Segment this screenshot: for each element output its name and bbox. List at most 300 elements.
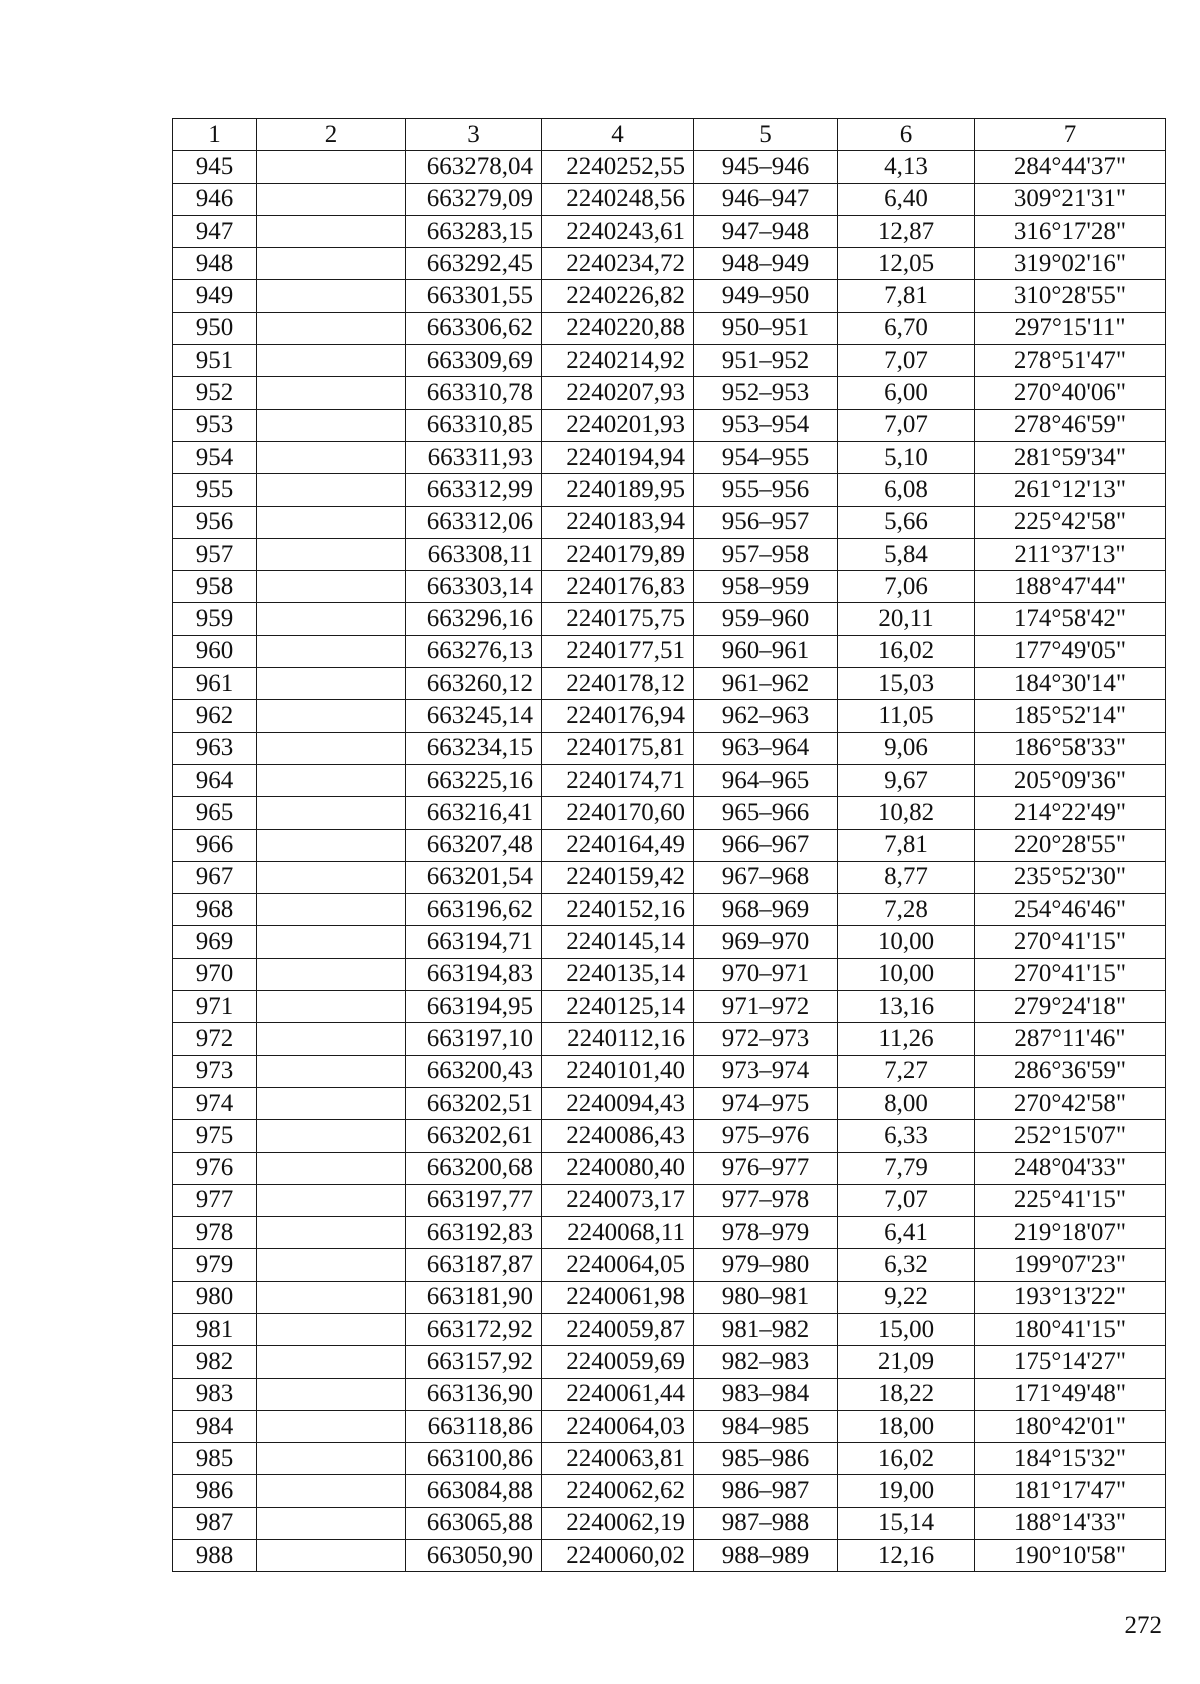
cell-column-2 [257,1184,406,1216]
cell-bearing: 225°42'58" [975,506,1166,538]
cell-length: 5,66 [838,506,975,538]
table-row [173,1313,1166,1345]
cell-x-coordinate: 663172,92 [406,1313,542,1345]
table-row [173,538,1166,570]
table-row [173,1152,1166,1184]
cell-column-2 [257,732,406,764]
cell-length: 15,03 [838,668,975,700]
cell-segment: 988–989 [694,1540,838,1572]
cell-y-coordinate: 2240062,19 [542,1507,694,1539]
cell-y-coordinate: 2240220,88 [542,312,694,344]
cell-bearing: 270°40'06" [975,377,1166,409]
cell-point-number: 957 [173,538,257,570]
cell-column-2 [257,345,406,377]
cell-y-coordinate: 2240207,93 [542,377,694,409]
cell-x-coordinate: 663312,06 [406,506,542,538]
cell-bearing: 310°28'55" [975,280,1166,312]
cell-column-2 [257,1346,406,1378]
cell-segment: 951–952 [694,345,838,377]
cell-point-number: 949 [173,280,257,312]
cell-y-coordinate: 2240101,40 [542,1055,694,1087]
cell-segment: 983–984 [694,1378,838,1410]
cell-bearing: 319°02'16" [975,248,1166,280]
cell-y-coordinate: 2240164,49 [542,829,694,861]
cell-bearing: 270°41'15" [975,926,1166,958]
cell-x-coordinate: 663118,86 [406,1410,542,1442]
table-body [173,151,1166,1572]
table-row [173,345,1166,377]
cell-segment: 982–983 [694,1346,838,1378]
table-row [173,1023,1166,1055]
cell-column-2 [257,991,406,1023]
cell-y-coordinate: 2240062,62 [542,1475,694,1507]
cell-x-coordinate: 663292,45 [406,248,542,280]
cell-x-coordinate: 663181,90 [406,1281,542,1313]
cell-x-coordinate: 663065,88 [406,1507,542,1539]
cell-bearing: 220°28'55" [975,829,1166,861]
cell-segment: 979–980 [694,1249,838,1281]
cell-bearing: 211°37'13" [975,538,1166,570]
cell-x-coordinate: 663311,93 [406,441,542,473]
table-row [173,1184,1166,1216]
cell-point-number: 964 [173,764,257,796]
table-row [173,894,1166,926]
table-row [173,1410,1166,1442]
cell-x-coordinate: 663196,62 [406,894,542,926]
cell-point-number: 982 [173,1346,257,1378]
cell-point-number: 978 [173,1217,257,1249]
cell-point-number: 988 [173,1540,257,1572]
cell-x-coordinate: 663260,12 [406,668,542,700]
cell-x-coordinate: 663310,78 [406,377,542,409]
cell-y-coordinate: 2240175,75 [542,603,694,635]
cell-y-coordinate: 2240170,60 [542,797,694,829]
cell-segment: 949–950 [694,280,838,312]
cell-column-2 [257,151,406,183]
cell-column-2 [257,1087,406,1119]
cell-x-coordinate: 663245,14 [406,700,542,732]
cell-segment: 968–969 [694,894,838,926]
cell-x-coordinate: 663050,90 [406,1540,542,1572]
cell-point-number: 968 [173,894,257,926]
table-row [173,312,1166,344]
cell-y-coordinate: 2240061,44 [542,1378,694,1410]
cell-column-2 [257,1281,406,1313]
table-row [173,829,1166,861]
cell-segment: 946–947 [694,183,838,215]
cell-length: 7,06 [838,571,975,603]
cell-column-2 [257,1410,406,1442]
cell-x-coordinate: 663309,69 [406,345,542,377]
table-row [173,668,1166,700]
cell-y-coordinate: 2240068,11 [542,1217,694,1249]
cell-column-2 [257,377,406,409]
column-header-1: 1 [173,119,257,151]
cell-segment: 956–957 [694,506,838,538]
cell-bearing: 181°17'47" [975,1475,1166,1507]
table-row [173,1217,1166,1249]
cell-length: 12,05 [838,248,975,280]
cell-segment: 962–963 [694,700,838,732]
table-row [173,1346,1166,1378]
cell-bearing: 188°14'33" [975,1507,1166,1539]
table-row [173,1281,1166,1313]
cell-y-coordinate: 2240112,16 [542,1023,694,1055]
cell-x-coordinate: 663194,83 [406,958,542,990]
cell-column-2 [257,635,406,667]
cell-length: 18,22 [838,1378,975,1410]
cell-segment: 960–961 [694,635,838,667]
cell-bearing: 193°13'22" [975,1281,1166,1313]
cell-column-2 [257,958,406,990]
cell-point-number: 977 [173,1184,257,1216]
cell-segment: 984–985 [694,1410,838,1442]
table-row [173,571,1166,603]
cell-x-coordinate: 663136,90 [406,1378,542,1410]
table-row [173,1443,1166,1475]
cell-y-coordinate: 2240234,72 [542,248,694,280]
table-row [173,926,1166,958]
cell-column-2 [257,183,406,215]
cell-length: 6,41 [838,1217,975,1249]
cell-bearing: 175°14'27" [975,1346,1166,1378]
cell-column-2 [257,1443,406,1475]
cell-column-2 [257,1540,406,1572]
cell-length: 7,81 [838,280,975,312]
cell-column-2 [257,474,406,506]
cell-x-coordinate: 663197,77 [406,1184,542,1216]
cell-y-coordinate: 2240064,03 [542,1410,694,1442]
table-row [173,377,1166,409]
cell-length: 15,00 [838,1313,975,1345]
cell-column-2 [257,1249,406,1281]
table-row [173,991,1166,1023]
cell-y-coordinate: 2240174,71 [542,764,694,796]
cell-length: 9,67 [838,764,975,796]
table-row [173,958,1166,990]
cell-length: 16,02 [838,1443,975,1475]
cell-bearing: 270°41'15" [975,958,1166,990]
cell-bearing: 297°15'11" [975,312,1166,344]
cell-x-coordinate: 663312,99 [406,474,542,506]
cell-point-number: 985 [173,1443,257,1475]
cell-bearing: 235°52'30" [975,861,1166,893]
cell-column-2 [257,668,406,700]
cell-segment: 973–974 [694,1055,838,1087]
cell-segment: 987–988 [694,1507,838,1539]
cell-segment: 950–951 [694,312,838,344]
cell-column-2 [257,506,406,538]
cell-bearing: 177°49'05" [975,635,1166,667]
cell-point-number: 984 [173,1410,257,1442]
table-row [173,474,1166,506]
cell-y-coordinate: 2240201,93 [542,409,694,441]
cell-length: 5,84 [838,538,975,570]
table-row [173,861,1166,893]
cell-y-coordinate: 2240064,05 [542,1249,694,1281]
cell-point-number: 969 [173,926,257,958]
cell-segment: 977–978 [694,1184,838,1216]
cell-bearing: 199°07'23" [975,1249,1166,1281]
cell-point-number: 948 [173,248,257,280]
table-row [173,700,1166,732]
cell-length: 16,02 [838,635,975,667]
cell-x-coordinate: 663207,48 [406,829,542,861]
cell-segment: 974–975 [694,1087,838,1119]
cell-y-coordinate: 2240059,69 [542,1346,694,1378]
cell-segment: 959–960 [694,603,838,635]
cell-bearing: 184°30'14" [975,668,1166,700]
cell-segment: 985–986 [694,1443,838,1475]
table-row [173,215,1166,247]
cell-point-number: 981 [173,1313,257,1345]
cell-column-2 [257,409,406,441]
cell-length: 7,07 [838,1184,975,1216]
cell-x-coordinate: 663200,43 [406,1055,542,1087]
cell-column-2 [257,1023,406,1055]
table-row [173,797,1166,829]
cell-column-2 [257,1475,406,1507]
cell-point-number: 953 [173,409,257,441]
cell-point-number: 963 [173,732,257,764]
table-row [173,1475,1166,1507]
cell-x-coordinate: 663201,54 [406,861,542,893]
cell-column-2 [257,1507,406,1539]
cell-segment: 957–958 [694,538,838,570]
cell-point-number: 980 [173,1281,257,1313]
cell-bearing: 316°17'28" [975,215,1166,247]
table-row [173,151,1166,183]
cell-length: 13,16 [838,991,975,1023]
cell-length: 12,16 [838,1540,975,1572]
cell-y-coordinate: 2240145,14 [542,926,694,958]
cell-bearing: 180°41'15" [975,1313,1166,1345]
cell-x-coordinate: 663100,86 [406,1443,542,1475]
cell-column-2 [257,797,406,829]
cell-x-coordinate: 663234,15 [406,732,542,764]
cell-length: 4,13 [838,151,975,183]
cell-x-coordinate: 663278,04 [406,151,542,183]
cell-segment: 947–948 [694,215,838,247]
cell-point-number: 950 [173,312,257,344]
cell-column-2 [257,603,406,635]
cell-point-number: 971 [173,991,257,1023]
column-header-3: 3 [406,119,542,151]
cell-bearing: 278°51'47" [975,345,1166,377]
cell-column-2 [257,1120,406,1152]
cell-y-coordinate: 2240159,42 [542,861,694,893]
cell-x-coordinate: 663310,85 [406,409,542,441]
cell-x-coordinate: 663283,15 [406,215,542,247]
cell-point-number: 951 [173,345,257,377]
cell-x-coordinate: 663276,13 [406,635,542,667]
cell-segment: 986–987 [694,1475,838,1507]
cell-segment: 972–973 [694,1023,838,1055]
cell-x-coordinate: 663308,11 [406,538,542,570]
cell-point-number: 959 [173,603,257,635]
cell-segment: 955–956 [694,474,838,506]
cell-segment: 975–976 [694,1120,838,1152]
cell-point-number: 966 [173,829,257,861]
table-row [173,183,1166,215]
cell-segment: 954–955 [694,441,838,473]
cell-point-number: 975 [173,1120,257,1152]
table-row [173,1540,1166,1572]
cell-length: 10,00 [838,926,975,958]
cell-segment: 958–959 [694,571,838,603]
cell-point-number: 947 [173,215,257,247]
cell-length: 9,06 [838,732,975,764]
cell-y-coordinate: 2240175,81 [542,732,694,764]
cell-length: 20,11 [838,603,975,635]
cell-bearing: 309°21'31" [975,183,1166,215]
cell-column-2 [257,1217,406,1249]
cell-x-coordinate: 663194,95 [406,991,542,1023]
page-number: 272 [1124,1612,1162,1639]
cell-length: 7,28 [838,894,975,926]
cell-y-coordinate: 2240125,14 [542,991,694,1023]
cell-length: 7,81 [838,829,975,861]
cell-segment: 961–962 [694,668,838,700]
column-header-4: 4 [542,119,694,151]
cell-y-coordinate: 2240214,92 [542,345,694,377]
cell-column-2 [257,215,406,247]
cell-length: 21,09 [838,1346,975,1378]
cell-y-coordinate: 2240248,56 [542,183,694,215]
cell-segment: 969–970 [694,926,838,958]
cell-bearing: 270°42'58" [975,1087,1166,1119]
coordinates-table [172,118,1166,1572]
cell-point-number: 954 [173,441,257,473]
cell-y-coordinate: 2240080,40 [542,1152,694,1184]
cell-segment: 980–981 [694,1281,838,1313]
cell-point-number: 967 [173,861,257,893]
cell-point-number: 983 [173,1378,257,1410]
table-row [173,248,1166,280]
cell-bearing: 252°15'07" [975,1120,1166,1152]
cell-y-coordinate: 2240059,87 [542,1313,694,1345]
column-header-5: 5 [694,119,838,151]
cell-point-number: 987 [173,1507,257,1539]
cell-segment: 981–982 [694,1313,838,1345]
cell-length: 7,07 [838,345,975,377]
cell-column-2 [257,829,406,861]
cell-y-coordinate: 2240226,82 [542,280,694,312]
cell-column-2 [257,764,406,796]
cell-bearing: 279°24'18" [975,991,1166,1023]
cell-y-coordinate: 2240152,16 [542,894,694,926]
table-row [173,1507,1166,1539]
table-header-row [173,119,1166,151]
cell-bearing: 184°15'32" [975,1443,1166,1475]
cell-column-2 [257,441,406,473]
table-row [173,732,1166,764]
cell-length: 11,05 [838,700,975,732]
cell-y-coordinate: 2240252,55 [542,151,694,183]
cell-y-coordinate: 2240243,61 [542,215,694,247]
table-row [173,1120,1166,1152]
table-row [173,764,1166,796]
cell-y-coordinate: 2240183,94 [542,506,694,538]
cell-y-coordinate: 2240177,51 [542,635,694,667]
cell-point-number: 946 [173,183,257,215]
cell-column-2 [257,312,406,344]
cell-column-2 [257,1055,406,1087]
cell-segment: 953–954 [694,409,838,441]
cell-x-coordinate: 663157,92 [406,1346,542,1378]
cell-x-coordinate: 663202,61 [406,1120,542,1152]
cell-column-2 [257,280,406,312]
cell-point-number: 965 [173,797,257,829]
cell-y-coordinate: 2240189,95 [542,474,694,506]
cell-length: 8,77 [838,861,975,893]
column-header-6: 6 [838,119,975,151]
cell-bearing: 219°18'07" [975,1217,1166,1249]
cell-y-coordinate: 2240063,81 [542,1443,694,1475]
column-header-7: 7 [975,119,1166,151]
cell-length: 8,00 [838,1087,975,1119]
cell-x-coordinate: 663296,16 [406,603,542,635]
cell-bearing: 171°49'48" [975,1378,1166,1410]
cell-bearing: 261°12'13" [975,474,1166,506]
cell-bearing: 284°44'37" [975,151,1166,183]
cell-y-coordinate: 2240060,02 [542,1540,694,1572]
cell-segment: 971–972 [694,991,838,1023]
cell-segment: 945–946 [694,151,838,183]
cell-length: 6,00 [838,377,975,409]
cell-y-coordinate: 2240086,43 [542,1120,694,1152]
table-row [173,635,1166,667]
cell-length: 7,07 [838,409,975,441]
cell-point-number: 976 [173,1152,257,1184]
cell-point-number: 979 [173,1249,257,1281]
cell-bearing: 188°47'44" [975,571,1166,603]
cell-bearing: 186°58'33" [975,732,1166,764]
cell-bearing: 286°36'59" [975,1055,1166,1087]
cell-bearing: 248°04'33" [975,1152,1166,1184]
cell-bearing: 278°46'59" [975,409,1166,441]
cell-bearing: 254°46'46" [975,894,1166,926]
cell-bearing: 287°11'46" [975,1023,1166,1055]
cell-x-coordinate: 663202,51 [406,1087,542,1119]
cell-x-coordinate: 663187,87 [406,1249,542,1281]
cell-length: 6,33 [838,1120,975,1152]
cell-length: 6,70 [838,312,975,344]
cell-y-coordinate: 2240194,94 [542,441,694,473]
table-row [173,603,1166,635]
cell-length: 9,22 [838,1281,975,1313]
cell-length: 10,82 [838,797,975,829]
table-row [173,1249,1166,1281]
cell-bearing: 225°41'15" [975,1184,1166,1216]
cell-length: 6,32 [838,1249,975,1281]
cell-column-2 [257,1378,406,1410]
cell-point-number: 955 [173,474,257,506]
cell-bearing: 205°09'36" [975,764,1166,796]
cell-point-number: 960 [173,635,257,667]
table-row [173,1087,1166,1119]
cell-segment: 963–964 [694,732,838,764]
table-row [173,409,1166,441]
cell-length: 10,00 [838,958,975,990]
cell-length: 12,87 [838,215,975,247]
cell-segment: 952–953 [694,377,838,409]
table-row [173,1055,1166,1087]
cell-y-coordinate: 2240094,43 [542,1087,694,1119]
cell-y-coordinate: 2240178,12 [542,668,694,700]
cell-point-number: 962 [173,700,257,732]
cell-length: 7,27 [838,1055,975,1087]
